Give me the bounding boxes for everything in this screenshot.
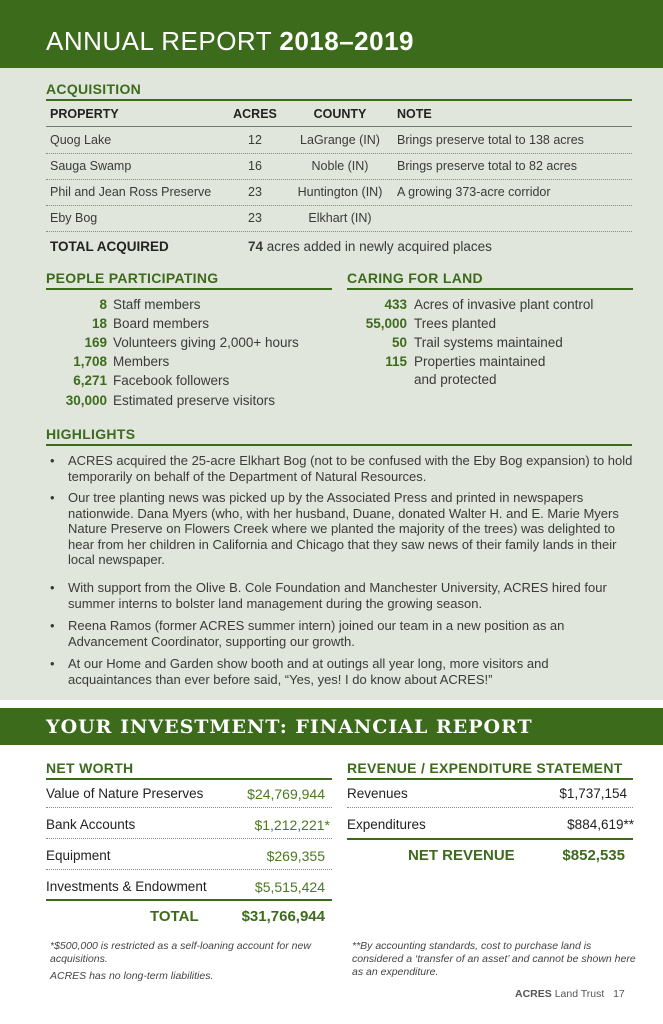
asset-value: $1,212,221* xyxy=(254,817,330,833)
col-note: NOTE xyxy=(397,107,432,121)
acquisition-rule xyxy=(46,99,632,101)
stat-label: Members xyxy=(113,354,170,369)
caring-title: CARING FOR LAND xyxy=(347,270,483,286)
acres-value: 23 xyxy=(248,185,262,199)
property-name: Eby Bog xyxy=(50,211,98,225)
col-county: COUNTY xyxy=(313,107,367,121)
list-item: • Our tree planting news was picked up by the Associated Press and printed in newspapers nationwide. Dana Myers (who, with her husband, Duane, donated Walter H. and E. Marie Myers Nature Preserve on Flowers Creek where we planted the majority of the trees) was delighted to hear from her children in California and Chicago that they saw news of their family lands in their local newspaper. xyxy=(50,490,619,567)
row-divider xyxy=(46,838,332,839)
property-name: Phil and Jean Ross Preserve xyxy=(50,185,212,199)
asset-label: Equipment xyxy=(46,848,111,863)
county-value: Huntington (IN) xyxy=(297,185,383,199)
brand-name: ACRES xyxy=(515,988,552,1000)
page-number: 17 xyxy=(613,988,625,1000)
page-title: ANNUAL REPORT 2018–2019 xyxy=(46,26,415,56)
bullet-icon: • xyxy=(50,490,55,505)
revenue-total-rule xyxy=(347,838,633,840)
bullet-icon: • xyxy=(50,453,55,468)
stat-value: 6,271 xyxy=(73,373,107,388)
asset-label: Value of Nature Preserves xyxy=(46,786,204,801)
stat-value: 433 xyxy=(384,297,407,312)
net-revenue-value: $852,535 xyxy=(562,847,625,864)
bullet-icon: • xyxy=(50,580,55,595)
header-divider xyxy=(46,126,632,127)
stat-label: Facebook followers xyxy=(113,373,230,388)
stat-value: 115 xyxy=(385,354,407,369)
list-item: • Reena Ramos (former ACRES summer intern) joined our team in a new position as an Advancement Coordinator, supporting our growth. xyxy=(50,618,565,649)
caring-rule xyxy=(347,288,633,290)
acres-value: 16 xyxy=(248,159,262,173)
acquisition-title: ACQUISITION xyxy=(46,81,142,97)
county-value: Elkhart (IN) xyxy=(308,211,372,225)
note-value: Brings preserve total to 138 acres xyxy=(397,133,584,147)
county-value: Noble (IN) xyxy=(311,159,369,173)
net-worth-total-value: $31,766,944 xyxy=(241,908,325,925)
net-revenue-label: NET REVENUE xyxy=(408,847,515,864)
asset-value: $269,355 xyxy=(266,848,325,864)
row-divider xyxy=(46,231,632,232)
stat-value: 1,708 xyxy=(73,354,107,369)
acres-value: 23 xyxy=(248,211,262,225)
net-worth-title: NET WORTH xyxy=(46,760,134,776)
net-worth-rule xyxy=(46,778,332,780)
note-value: A growing 373-acre corridor xyxy=(397,185,551,199)
stat-label: Properties maintained xyxy=(414,354,546,369)
stat-label: Trail systems maintained xyxy=(414,335,563,350)
acres-value: 12 xyxy=(248,133,262,147)
financial-title: YOUR INVESTMENT: FINANCIAL REPORT xyxy=(46,716,533,738)
asset-label: Investments & Endowment xyxy=(46,879,207,894)
row-divider xyxy=(46,205,632,206)
row-divider xyxy=(46,869,332,870)
stat-label: Staff members xyxy=(113,297,201,312)
asset-value: $5,515,424 xyxy=(254,879,325,895)
stat-label: Estimated preserve visitors xyxy=(113,393,276,408)
total-rule xyxy=(46,899,332,901)
col-property: PROPERTY xyxy=(50,107,119,121)
stat-value: 30,000 xyxy=(65,393,107,408)
revenue-title: REVENUE / EXPENDITURE STATEMENT xyxy=(347,760,623,776)
stat-label-continued: and protected xyxy=(414,372,497,387)
list-item: • At our Home and Garden show booth and at outings all year long, more visitors and acquaintances than ever before said, “Yes, yes! I do know about ACRES!” xyxy=(50,656,549,687)
stat-label: Acres of invasive plant control xyxy=(414,297,594,312)
county-value: LaGrange (IN) xyxy=(300,133,380,147)
list-item: • ACRES acquired the 25-acre Elkhart Bog (not to be confused with the Eby Bog expansion) to hold temporarily on behalf of the Department of Natural Resources. xyxy=(50,453,633,484)
col-acres: ACRES xyxy=(233,107,277,121)
row-divider xyxy=(46,807,332,808)
stat-value: 8 xyxy=(99,297,107,312)
stat-value: 18 xyxy=(91,316,107,331)
row-divider xyxy=(46,153,632,154)
stat-value: 50 xyxy=(391,335,407,350)
stat-value: 55,000 xyxy=(365,316,407,331)
expenditure-label: Expenditures xyxy=(347,817,426,832)
highlights-rule xyxy=(46,444,632,446)
highlights-title: HIGHLIGHTS xyxy=(46,426,136,442)
liabilities-note: ACRES has no long-term liabilities. xyxy=(50,970,214,982)
bullet-icon: • xyxy=(50,656,55,671)
bullet-icon: • xyxy=(50,618,55,633)
row-divider xyxy=(46,179,632,180)
property-name: Quog Lake xyxy=(50,133,112,147)
list-item: • With support from the Olive B. Cole Foundation and Manchester University, ACRES hired four summer interns to bolster land management during the growing season. xyxy=(50,580,607,611)
total-acquired-text: 74 acres added in newly acquired places xyxy=(248,239,492,254)
expenditure-value: $884,619** xyxy=(567,817,634,832)
stat-label: Volunteers giving 2,000+ hours xyxy=(113,335,299,350)
revenue-label: Revenues xyxy=(347,786,408,801)
total-acquired-label: TOTAL ACQUIRED xyxy=(50,239,169,254)
property-name: Sauga Swamp xyxy=(50,159,132,173)
revenue-rule xyxy=(347,778,633,780)
asset-value: $24,769,944 xyxy=(247,786,325,802)
note-value: Brings preserve total to 82 acres xyxy=(397,159,577,173)
stat-label: Board members xyxy=(113,316,210,331)
page-footer: ACRES Land Trust 17 xyxy=(515,988,625,1000)
people-rule xyxy=(46,288,332,290)
people-title: PEOPLE PARTICIPATING xyxy=(46,270,219,286)
revenue-value: $1,737,154 xyxy=(559,786,627,801)
stat-label: Trees planted xyxy=(414,316,497,331)
net-worth-footnote: *$500,000 is restricted as a self-loaning account for new acquisitions. xyxy=(50,940,311,965)
stat-value: 169 xyxy=(84,335,107,350)
revenue-footnote: **By accounting standards, cost to purchase land is considered a ‘transfer of an asset’ and cannot be shown here as an expenditure. xyxy=(352,940,636,978)
asset-label: Bank Accounts xyxy=(46,817,136,832)
net-worth-total-label: TOTAL xyxy=(150,908,199,925)
row-divider xyxy=(347,807,633,808)
